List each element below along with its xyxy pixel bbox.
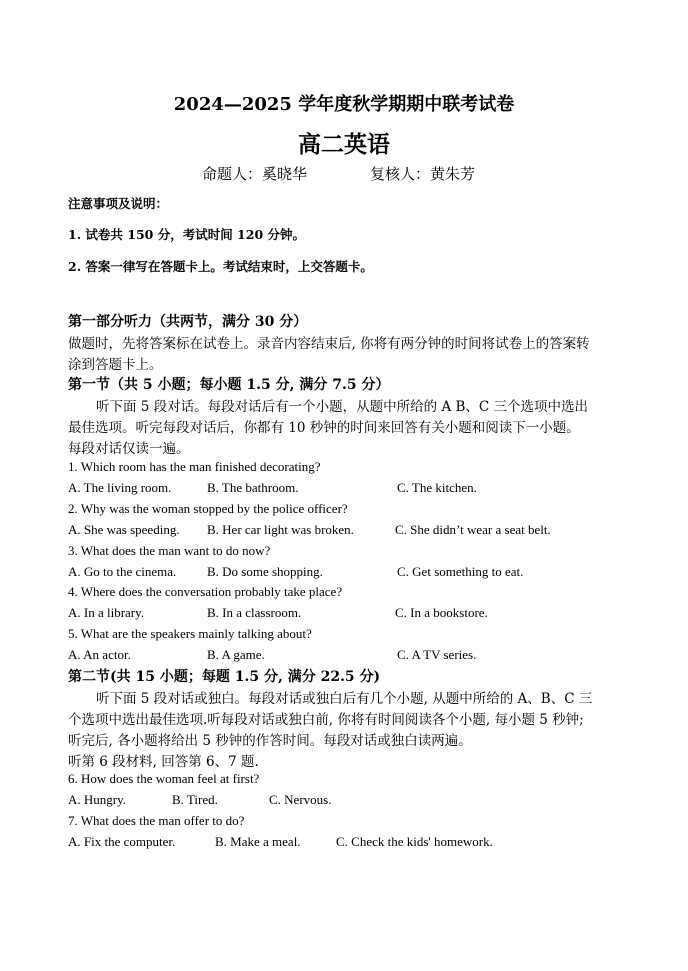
section1-heading: 第一节（共 5 小题；每小题 1.5 分, 满分 7.5 分） [68, 377, 390, 393]
exam-title: 2024—2025 学年度秋学期期中联考试卷 [173, 94, 515, 115]
question-1-option-a: A. The living room. [68, 480, 172, 495]
question-1-stem: 1. Which room has the man finished decorating? [68, 459, 321, 474]
question-3-stem: 3. What does the man want to do now? [68, 543, 271, 558]
question-2-option-a: A. She was speeding. [68, 522, 180, 537]
question-2-stem: 2. Why was the woman stopped by the police officer? [68, 501, 348, 516]
question-7-option-c: C. Check the kids' homework. [336, 834, 493, 849]
question-5-stem: 5. What are the speakers mainly talking about? [68, 626, 312, 641]
notice-item-2: 2. 答案一律写在答题卡上。考试结束时，上交答题卡。 [68, 259, 373, 274]
question-7-option-b: B. Make a meal. [215, 834, 301, 849]
section2-instructions-line2: 个选项中选出最佳选项.听每段对话或独白前, 你将有时间阅读各个小题, 每小题 5 秒钟; [68, 712, 584, 728]
question-1-option-b: B. The bathroom. [207, 480, 299, 495]
question-1-option-c: C. The kitchen. [397, 480, 477, 495]
question-3-option-c: C. Get something to eat. [397, 564, 524, 579]
question-4-stem: 4. Where does the conversation probably take place? [68, 584, 343, 599]
question-4-option-c: C. In a bookstore. [395, 605, 488, 620]
material-6-instruction: 听第 6 段材料, 回答第 6、7 题. [68, 754, 259, 770]
part1-heading: 第一部分听力（共两节，满分 30 分） [68, 314, 308, 330]
notice-heading: 注意事项及说明： [68, 196, 169, 211]
question-2-option-c: C. She didn’t wear a seat belt. [395, 522, 551, 537]
question-3-option-b: B. Do some shopping. [207, 564, 323, 579]
section1-instructions-line3: 每段对话仅读一遍。 [68, 441, 190, 457]
part1-intro-line1: 做题时，先将答案标在试卷上。录音内容结束后, 你将有两分钟的时间将试卷上的答案转 [68, 336, 590, 352]
question-5-option-c: C. A TV series. [397, 647, 477, 662]
question-4-option-a: A. In a library. [68, 605, 145, 620]
question-3-option-a: A. Go to the cinema. [68, 564, 177, 579]
question-4-option-b: B. In a classroom. [207, 605, 302, 620]
section2-instructions-line3: 听完后, 各小题将给出 5 秒钟的作答时间。每段对话或独白读两遍。 [68, 733, 472, 749]
notice-item-1: 1. 试卷共 150 分，考试时间 120 分钟。 [68, 227, 305, 242]
question-5-option-a: A. An actor. [68, 647, 131, 662]
question-2-option-b: B. Her car light was broken. [207, 522, 354, 537]
exam-subject: 高二英语 [298, 131, 390, 158]
section1-instructions-line1: 听下面 5 段对话。每段对话后有一个小题，从题中所给的 A B、C 三个选项中选出 [96, 399, 589, 415]
question-6-option-c: C. Nervous. [269, 792, 332, 807]
section1-instructions-line2: 最佳选项。听完每段对话后，你都有 10 秒钟的时间来回答有关小题和阅读下一小题。 [68, 420, 580, 436]
section2-heading: 第二节(共 15 小题；每题 1.5 分, 满分 22.5 分) [68, 669, 381, 685]
question-7-option-a: A. Fix the computer. [68, 834, 176, 849]
question-6-option-b: B. Tired. [172, 792, 218, 807]
question-setter: 命题人：奚晓华 [202, 165, 308, 183]
section2-instructions-line1: 听下面 5 段对话或独白。每段对话或独白后有几个小题, 从题中所给的 A、B、C 三 [96, 691, 593, 707]
question-5-option-b: B. A game. [207, 647, 265, 662]
question-7-stem: 7. What does the man offer to do? [68, 813, 245, 828]
question-6-stem: 6. How does the woman feel at first? [68, 771, 260, 786]
question-6-option-a: A. Hungry. [68, 792, 127, 807]
reviewer: 复核人：黄朱芳 [370, 165, 476, 183]
part1-intro-line2: 涂到答题卡上。 [68, 357, 163, 373]
